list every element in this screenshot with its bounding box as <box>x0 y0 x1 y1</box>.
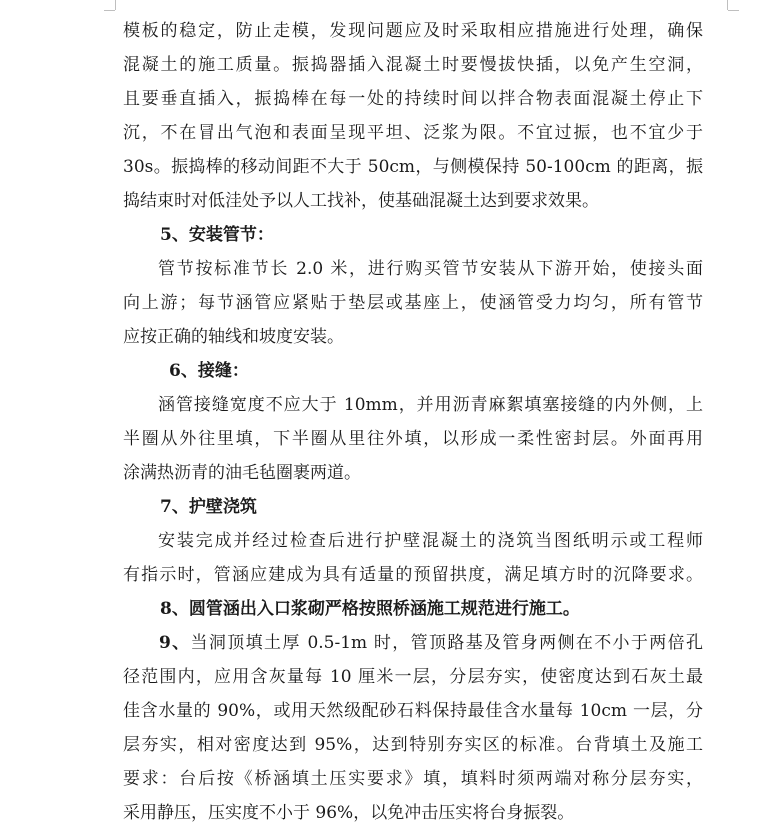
text-line: 30s。振捣棒的移动间距不大于 50cm，与侧模保持 50-100cm 的距离，振 <box>123 157 703 177</box>
margin-mark-right-vertical <box>727 0 728 10</box>
text-line: 要求：台后按《桥涵填土压实要求》填，填料时须两端对称分层夯实， <box>123 769 703 789</box>
text-line: 混凝土的施工质量。振捣器插入混凝土时要慢拔快插，以免产生空洞， <box>123 55 703 75</box>
paragraph-joint <box>123 388 703 490</box>
text-line: 安装完成并经过检查后进行护壁混凝土的浇筑当图纸明示或工程师 <box>158 531 703 551</box>
section-heading-joint: 6、接缝： <box>169 361 249 381</box>
margin-mark-left-horizontal <box>104 10 115 11</box>
text-line <box>123 626 703 660</box>
paragraph-install-pipe <box>123 252 703 354</box>
text-line: 应按正确的轴线和坡度安装。 <box>123 327 344 347</box>
paragraph-backfill <box>123 626 703 830</box>
text-line: 涂满热沥青的油毛毡圈裹两道。 <box>123 463 361 483</box>
item-text: 当洞顶填土厚 0.5-1m 时，管顶路基及管身两侧在不小于两倍孔 <box>190 633 703 653</box>
paragraph-concrete-vibration <box>123 14 703 218</box>
text-line: 涵管接缝宽度不应大于 10mm，并用沥青麻絮填塞接缝的内外侧，上 <box>158 395 703 415</box>
text-line: 且要垂直插入，振捣棒在每一处的持续时间以拌合物表面混凝土停止下 <box>123 89 703 109</box>
text-line: 有指示时，管涵应建成为具有适量的预留拱度，满足填方时的沉降要求。 <box>123 565 703 585</box>
text-line: 模板的稳定，防止走模，发现问题应及时采取相应措施进行处理，确保 <box>123 21 703 41</box>
document-body <box>123 14 703 830</box>
item-number: 9、 <box>159 633 191 653</box>
text-line: 采用静压，压实度不小于 96%，以免冲击压实将台身振裂。 <box>123 803 575 823</box>
margin-mark-left-vertical <box>115 0 116 10</box>
section-heading-retaining-wall: 7、护壁浇筑 <box>160 497 257 517</box>
text-line: 向上游；每节涵管应紧贴于垫层或基座上，使涵管受力均匀，所有管节 <box>123 293 703 313</box>
section-heading-install-pipe: 5、安装管节： <box>160 225 274 245</box>
text-line: 沉，不在冒出气泡和表面呈现平坦、泛浆为限。不宜过振，也不宜少于 <box>123 123 703 143</box>
text-line: 捣结束时对低洼处予以人工找补，使基础混凝土达到要求效果。 <box>123 191 599 211</box>
margin-mark-right-horizontal <box>728 10 739 11</box>
section-heading-inlet-outlet: 8、圆管涵出入口浆砌严格按照桥涵施工规范进行施工。 <box>160 599 580 619</box>
text-line: 径范围内，应用含灰量每 10 厘米一层，分层夯实，使密度达到石灰土最 <box>123 667 703 687</box>
text-line: 佳含水量的 90%，或用天然级配砂石料保持最佳含水量每 10cm 一层，分 <box>123 701 703 721</box>
text-line: 半圈从外往里填，下半圈从里往外填，以形成一柔性密封层。外面再用 <box>123 429 703 449</box>
paragraph-retaining-wall <box>123 524 703 592</box>
text-line: 管节按标准节长 2.0 米，进行购买管节安装从下游开始，使接头面 <box>158 259 703 279</box>
text-line: 层夯实，相对密度达到 95%，达到特别夯实区的标准。台背填土及施工 <box>123 735 703 755</box>
